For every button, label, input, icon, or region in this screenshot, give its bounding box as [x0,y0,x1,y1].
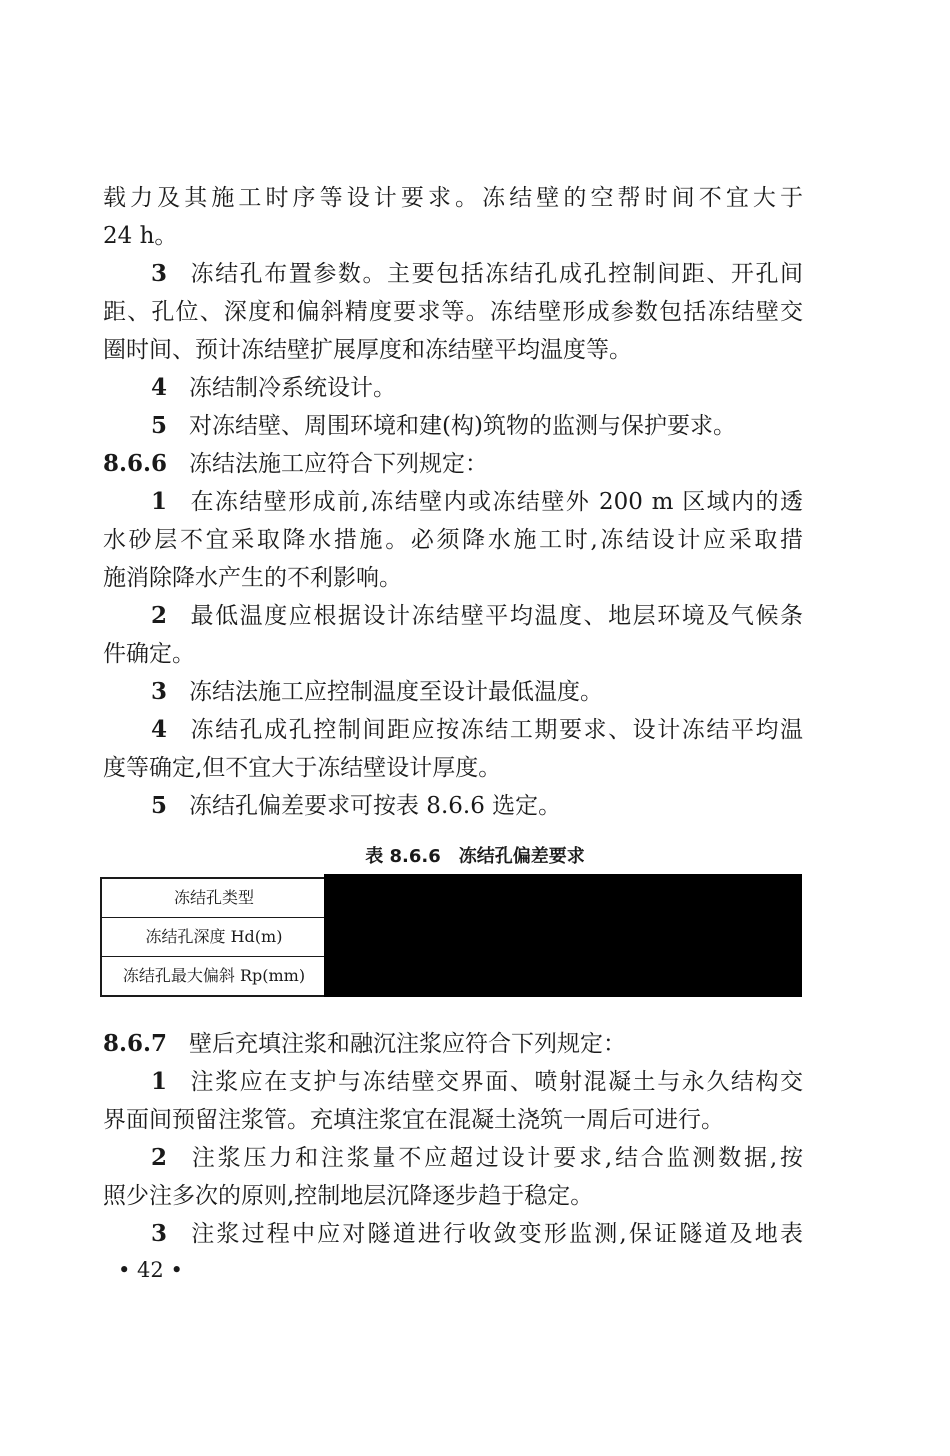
section-number: 8.6.6 [103,450,168,477]
section-number: 8.6.7 [103,1030,168,1057]
item-text: 注浆过程中应对隧道进行收敛变形监测,保证隧道及地表 [189,1221,803,1247]
item-number: 1 [151,1068,168,1095]
table-title: 表 8.6.6 冻结孔偏差要求 [365,846,585,867]
item-text: 冻结法施工应控制温度至设计最低温度。 [189,679,603,705]
deviation-table [100,877,326,997]
item-number: 3 [151,678,168,705]
list-item-4 [151,715,803,745]
list-item-5 [151,411,736,441]
redaction-block [324,874,802,997]
table-row-header: 冻结孔最大偏斜 Rp(mm) [122,966,306,985]
body-text-line: 件确定。 [103,641,195,667]
item-number: 3 [151,1220,168,1247]
item-text: 对冻结壁、周围环境和建(构)筑物的监测与保护要求。 [189,413,736,439]
body-text-line: 度等确定,但不宜大于冻结壁设计厚度。 [103,755,502,781]
body-text-line: 界面间预留注浆管。充填注浆宜在混凝土浇筑一周后可进行。 [103,1107,724,1133]
item-text: 冻结制冷系统设计。 [189,375,396,401]
item-number: 5 [151,792,168,819]
body-text-line: 圈时间、预计冻结壁扩展厚度和冻结壁平均温度等。 [103,337,632,363]
list-item-3 [151,677,603,707]
table-row-header: 冻结孔类型 [102,879,326,918]
body-text-line: 24 h。 [103,223,178,249]
page-number: • 42 • [118,1258,183,1282]
body-text-line: 水砂层不宜采取降水措施。必须降水施工时,冻结设计应采取措 [103,527,803,553]
item-number: 1 [151,488,168,515]
body-text-line: 施消除降水产生的不利影响。 [103,565,402,591]
section-8-6-7-heading [103,1029,626,1059]
item-text: 冻结孔布置参数。主要包括冻结孔成孔控制间距、开孔间 [189,261,803,287]
item-number: 4 [151,374,168,401]
table-row-header: 冻结孔深度 Hd(m) [102,918,326,957]
item-number: 3 [151,260,168,287]
list-item-2 [151,1143,803,1173]
body-text-line: 距、孔位、深度和偏斜精度要求等。冻结壁形成参数包括冻结壁交 [103,299,803,325]
item-text: 冻结孔成孔控制间距应按冻结工期要求、设计冻结平均温 [189,717,803,743]
body-text-line: 载力及其施工时序等设计要求。冻结壁的空帮时间不宜大于 [103,185,803,211]
item-text: 注浆应在支护与冻结壁交界面、喷射混凝土与永久结构交 [189,1069,803,1095]
item-number: 5 [151,412,168,439]
item-number: 4 [151,716,168,743]
list-item-1 [151,1067,803,1097]
item-number: 2 [151,602,168,629]
item-text: 注浆压力和注浆量不应超过设计要求,结合监测数据,按 [189,1145,803,1171]
list-item-1 [151,487,803,517]
section-title: 壁后充填注浆和融沉注浆应符合下列规定： [189,1031,626,1057]
item-text: 冻结孔偏差要求可按表 8.6.6 选定。 [189,793,562,819]
item-text: 最低温度应根据设计冻结壁平均温度、地层环境及气候条 [189,603,803,629]
list-item-5 [151,791,561,821]
item-number: 2 [151,1144,168,1171]
list-item-2 [151,601,803,631]
list-item-3 [151,1219,803,1249]
body-text-line: 照少注多次的原则,控制地层沉降逐步趋于稳定。 [103,1183,594,1209]
list-item-4 [151,373,396,403]
section-title: 冻结法施工应符合下列规定： [189,451,488,477]
item-text: 在冻结壁形成前,冻结壁内或冻结壁外 200 m 区域内的透 [189,489,803,515]
list-item-3 [151,259,803,289]
section-8-6-6-heading [103,449,488,479]
